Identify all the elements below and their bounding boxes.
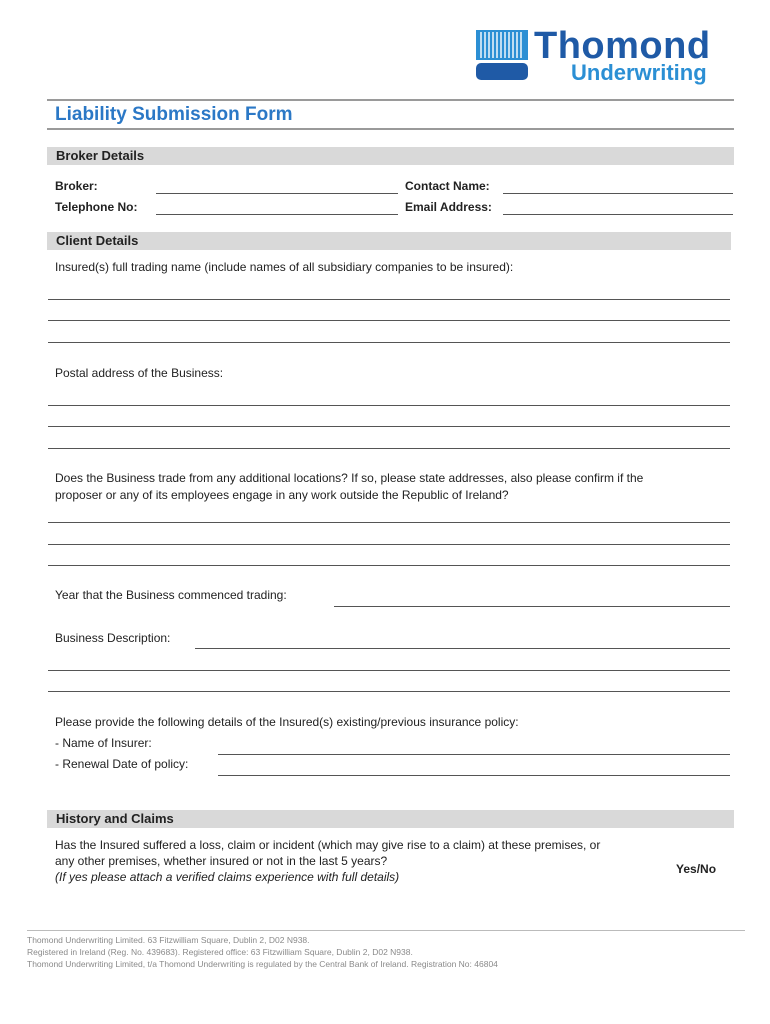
- section-history-claims: History and Claims: [47, 810, 734, 828]
- claims-note: (If yes please attach a verified claims experience with full details): [55, 870, 400, 884]
- footer-address: Thomond Underwriting Limited. 63 Fitzwilliam Square, Dublin 2, D02 N938.: [27, 935, 310, 945]
- title-rule-bottom: [47, 128, 734, 130]
- renewal-date-label: - Renewal Date of policy:: [55, 757, 189, 771]
- email-input[interactable]: [503, 214, 733, 215]
- postal-line-2[interactable]: [48, 426, 730, 427]
- telephone-label: Telephone No:: [55, 200, 138, 214]
- email-label: Email Address:: [405, 200, 492, 214]
- broker-input[interactable]: [156, 193, 398, 194]
- locations-question-line-1: Does the Business trade from any additional locations? If so, please state addresses, also please confirm if the: [55, 471, 644, 485]
- policy-details-question: Please provide the following details of the Insured(s) existing/previous insurance policy:: [55, 715, 519, 729]
- contact-name-input[interactable]: [503, 193, 733, 194]
- trading-name-question: Insured(s) full trading name (include names of all subsidiary companies to be insured):: [55, 260, 514, 274]
- contact-name-label: Contact Name:: [405, 179, 490, 193]
- brand-subtitle: Underwriting: [571, 60, 707, 85]
- locations-line-2[interactable]: [48, 544, 730, 545]
- insurer-name-input[interactable]: [218, 754, 730, 755]
- trading-name-line-3[interactable]: [48, 342, 730, 343]
- title-rule-top: [47, 99, 734, 101]
- locations-line-1[interactable]: [48, 522, 730, 523]
- postal-line-1[interactable]: [48, 405, 730, 406]
- trading-name-line-1[interactable]: [48, 299, 730, 300]
- yes-no-answer[interactable]: Yes/No: [676, 862, 717, 876]
- logo-mark: [476, 30, 528, 80]
- section-client-details: Client Details: [47, 232, 731, 250]
- locations-question-line-2: proposer or any of its employees engage in any work outside the Republic of Ireland?: [55, 488, 509, 502]
- postal-address-question: Postal address of the Business:: [55, 366, 224, 380]
- postal-line-3[interactable]: [48, 448, 730, 449]
- year-commenced-question: Year that the Business commenced trading:: [55, 588, 287, 602]
- business-description-line-3[interactable]: [48, 691, 730, 692]
- claims-question-line-1: Has the Insured suffered a loss, claim or incident (which may give rise to a claim) at these premises, or: [55, 838, 601, 852]
- insurer-name-label: - Name of Insurer:: [55, 736, 152, 750]
- broker-label: Broker:: [55, 179, 98, 193]
- footer-regulation: Thomond Underwriting Limited, t/a Thomond Underwriting is regulated by the Central Bank of Ireland. Registration No: 46804: [27, 959, 498, 969]
- brand-name: Thomond: [534, 25, 711, 67]
- trading-name-line-2[interactable]: [48, 320, 730, 321]
- telephone-input[interactable]: [156, 214, 398, 215]
- business-description-line-2[interactable]: [48, 670, 730, 671]
- year-commenced-input[interactable]: [334, 606, 730, 607]
- locations-line-3[interactable]: [48, 565, 730, 566]
- business-description-label: Business Description:: [55, 631, 171, 645]
- footer-registration: Registered in Ireland (Reg. No. 439683). Registered office: 63 Fitzwilliam Square, Dublin 2, D02 N938.: [27, 947, 413, 957]
- section-broker-details: Broker Details: [47, 147, 734, 165]
- renewal-date-input[interactable]: [218, 775, 730, 776]
- business-description-input[interactable]: [195, 648, 730, 649]
- footer-rule: [27, 930, 745, 931]
- claims-question-line-2: any other premises, whether insured or not in the last 5 years?: [55, 854, 388, 868]
- form-title: Liability Submission Form: [55, 104, 293, 125]
